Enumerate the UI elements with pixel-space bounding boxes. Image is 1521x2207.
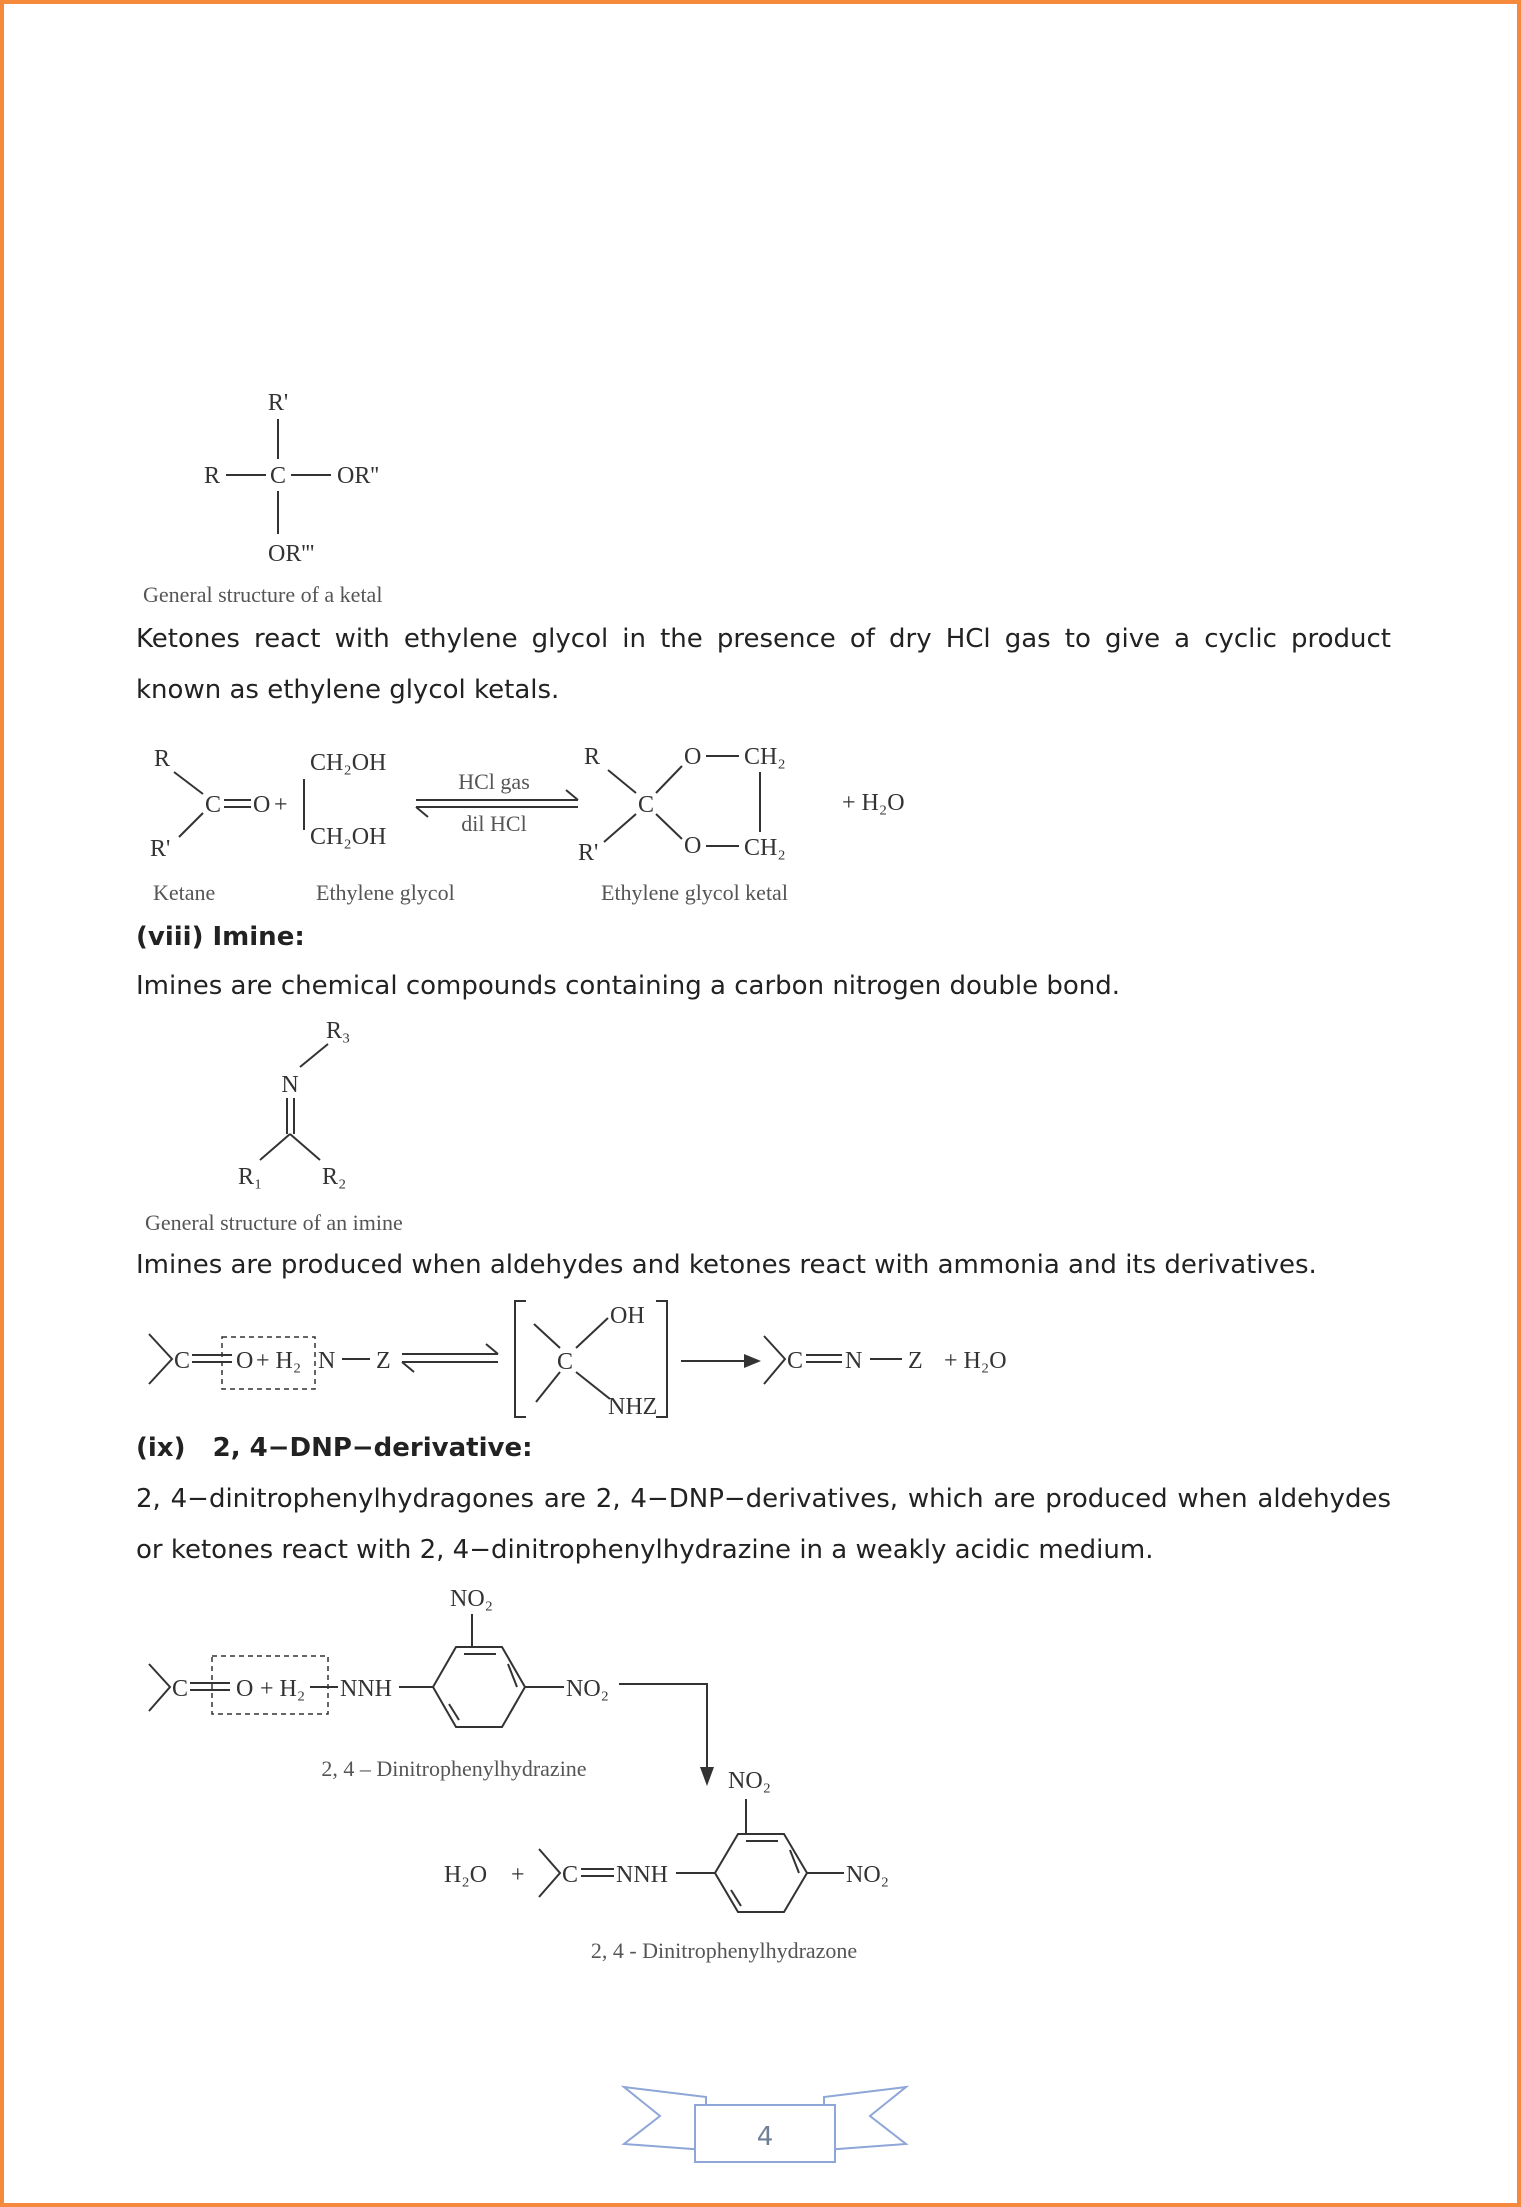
- r1-label-ketal: Ethylene glycol ketal: [601, 880, 788, 905]
- r3-nnh: NNH: [340, 1676, 392, 1702]
- r1-product-o2: O: [684, 833, 702, 859]
- dnp-reaction: [149, 1586, 889, 1963]
- r2-n: N: [318, 1348, 336, 1374]
- benzene-ring-reagent: [433, 1647, 525, 1727]
- r3-product-c: C: [562, 1862, 579, 1888]
- r3-water: H₂O: [444, 1862, 488, 1888]
- ketal-or2: OR'': [337, 463, 379, 489]
- r1-r: R: [154, 746, 171, 772]
- r1-condition-top: HCl gas: [458, 769, 530, 794]
- r3-no2-right: NO₂: [566, 1676, 610, 1702]
- r1-plus-water: + H₂O: [842, 790, 905, 816]
- paragraph-imine-definition: Imines are chemical compounds containing a carbon nitrogen double bond.: [136, 971, 1121, 1001]
- r2-intermediate-nhz: NHZ: [608, 1394, 658, 1420]
- ketal-formation-reaction: [150, 744, 905, 905]
- chemistry-diagrams: [4, 4, 1521, 2207]
- r3-plus: +: [511, 1862, 525, 1888]
- imine-r1: R₁: [238, 1164, 263, 1190]
- r1-label-ketone: Ketane: [153, 880, 216, 905]
- r2-plus-h2: + H₂: [256, 1348, 302, 1374]
- r2-product-z: Z: [908, 1348, 923, 1374]
- r3-c: C: [172, 1676, 189, 1702]
- paragraph-ketal: Ketones react with ethylene glycol in the presence of dry HCl gas to give a cyclic product known as ethylene glycol ketals.: [136, 624, 1391, 705]
- ketal-caption: General structure of a ketal: [143, 582, 383, 607]
- r2-intermediate-oh: OH: [610, 1303, 645, 1329]
- r1-product-ch2-2: CH₂: [744, 835, 786, 861]
- imine-caption: General structure of an imine: [145, 1210, 403, 1235]
- r3-product-no2-right: NO₂: [846, 1862, 890, 1888]
- imine-formation-reaction: [149, 1301, 1007, 1420]
- r1-o: O: [253, 792, 271, 818]
- r2-intermediate-c: C: [557, 1349, 574, 1375]
- r3-plus-h2: + H₂: [260, 1676, 306, 1702]
- imine-n: N: [281, 1072, 299, 1098]
- r1-product-ch2-1: CH₂: [744, 744, 786, 770]
- r1-r-prime: R': [150, 836, 171, 862]
- r2-o: O: [236, 1348, 254, 1374]
- r3-caption-product: 2, 4 - Dinitrophenylhydrazone: [590, 1938, 858, 1963]
- imine-structure: [145, 1018, 403, 1235]
- paragraph-imine-production: Imines are produced when aldehydes and ketones react with ammonia and its derivatives.: [136, 1250, 1317, 1280]
- r1-c: C: [205, 792, 222, 818]
- r1-product-r-prime: R': [578, 840, 599, 866]
- r1-ch2oh-top: CH₂OH: [310, 750, 387, 776]
- r3-product-nnh: NNH: [616, 1862, 668, 1888]
- ketal-structure: [143, 390, 382, 607]
- r1-plus: +: [274, 792, 288, 818]
- r1-product-r: R: [584, 744, 601, 770]
- r2-z: Z: [376, 1348, 391, 1374]
- r2-product-c: C: [787, 1348, 804, 1374]
- r3-caption-reagent: 2, 4 – Dinitrophenylhydrazine: [321, 1756, 587, 1781]
- r1-label-glycol: Ethylene glycol: [316, 880, 455, 905]
- ketal-r-top: R': [267, 390, 289, 416]
- paragraph-dnp: 2, 4−dinitrophenylhydragones are 2, 4−DNP−derivatives, which are produced when aldehydes or ketones react with 2, 4−dinitrophenylhydrazine in a weakly acidic medium.: [136, 1484, 1391, 1565]
- heading-dnp: (ix) 2, 4−DNP−derivative:: [136, 1433, 533, 1463]
- benzene-ring-product: [715, 1834, 807, 1912]
- page-number: 4: [756, 2122, 774, 2152]
- r1-product-o1: O: [684, 744, 702, 770]
- page-number-banner: [624, 2087, 906, 2162]
- imine-r2: R₂: [322, 1164, 347, 1190]
- r3-no2-top: NO₂: [450, 1586, 494, 1612]
- r2-c: C: [174, 1348, 191, 1374]
- ketal-r-left: R: [204, 463, 221, 489]
- r3-product-no2-top: NO₂: [728, 1768, 772, 1794]
- imine-r3: R₃: [326, 1018, 351, 1044]
- r3-o: O: [236, 1676, 254, 1702]
- r1-condition-bottom: dil HCl: [461, 811, 527, 836]
- r2-plus-water: + H₂O: [944, 1348, 1007, 1374]
- r2-product-n: N: [845, 1348, 863, 1374]
- ketal-or3: OR''': [268, 541, 315, 567]
- heading-imine: (viii) Imine:: [136, 922, 305, 952]
- r1-product-c: C: [638, 792, 655, 818]
- r1-ch2oh-bottom: CH₂OH: [310, 824, 387, 850]
- ketal-c: C: [269, 463, 287, 489]
